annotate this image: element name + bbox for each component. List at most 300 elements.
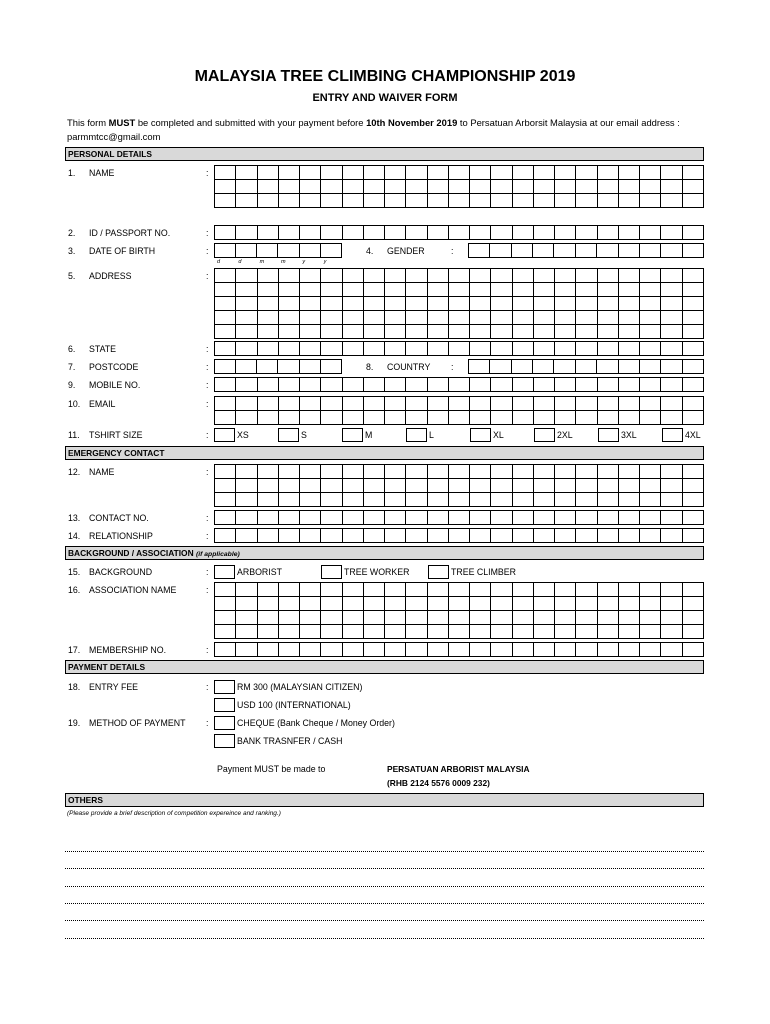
char-box[interactable] — [640, 479, 661, 493]
char-box[interactable] — [619, 397, 640, 411]
char-box[interactable] — [236, 244, 257, 258]
char-box[interactable] — [640, 529, 661, 543]
char-box[interactable] — [640, 411, 661, 425]
char-box[interactable] — [236, 283, 257, 297]
char-box[interactable] — [364, 269, 385, 283]
char-box[interactable] — [428, 465, 449, 479]
char-box[interactable] — [661, 269, 682, 283]
tshirt-size-checkbox[interactable] — [534, 428, 555, 442]
char-box[interactable] — [321, 342, 342, 356]
char-box[interactable] — [428, 643, 449, 657]
char-box[interactable] — [258, 166, 279, 180]
char-box[interactable] — [491, 597, 512, 611]
char-box[interactable] — [513, 283, 534, 297]
char-box[interactable] — [661, 325, 682, 339]
char-box[interactable] — [449, 611, 470, 625]
char-box[interactable] — [236, 465, 257, 479]
char-box[interactable] — [513, 194, 534, 208]
char-box[interactable] — [449, 297, 470, 311]
char-box[interactable] — [534, 529, 555, 543]
char-box[interactable] — [449, 597, 470, 611]
char-box[interactable] — [215, 583, 236, 597]
char-box[interactable] — [470, 283, 491, 297]
char-box[interactable] — [491, 611, 512, 625]
tshirt-size-checkbox[interactable] — [342, 428, 363, 442]
char-box[interactable] — [449, 511, 470, 525]
char-box[interactable] — [428, 297, 449, 311]
char-box[interactable] — [661, 625, 682, 639]
char-box[interactable] — [661, 479, 682, 493]
char-box[interactable] — [534, 297, 555, 311]
background-checkbox[interactable] — [428, 565, 449, 579]
char-box[interactable] — [470, 269, 491, 283]
char-box[interactable] — [258, 325, 279, 339]
char-box[interactable] — [215, 342, 236, 356]
char-box[interactable] — [598, 226, 619, 240]
char-box[interactable] — [321, 166, 342, 180]
char-box[interactable] — [406, 226, 427, 240]
char-box[interactable] — [683, 283, 704, 297]
char-box[interactable] — [279, 180, 300, 194]
char-box[interactable] — [406, 342, 427, 356]
char-box[interactable] — [683, 529, 704, 543]
char-box[interactable] — [321, 583, 342, 597]
char-box[interactable] — [683, 611, 704, 625]
char-box[interactable] — [385, 583, 406, 597]
char-box[interactable] — [343, 511, 364, 525]
char-box[interactable] — [533, 244, 554, 258]
char-box[interactable] — [640, 269, 661, 283]
char-box[interactable] — [555, 283, 576, 297]
char-box[interactable] — [534, 625, 555, 639]
char-box[interactable] — [619, 625, 640, 639]
char-box[interactable] — [258, 583, 279, 597]
char-box[interactable] — [640, 597, 661, 611]
char-box[interactable] — [640, 360, 661, 374]
char-box[interactable] — [683, 311, 704, 325]
char-box[interactable] — [619, 194, 640, 208]
char-box[interactable] — [576, 342, 597, 356]
char-box[interactable] — [343, 378, 364, 392]
char-box[interactable] — [640, 180, 661, 194]
dob-input-grid[interactable] — [214, 243, 342, 258]
char-box[interactable] — [534, 325, 555, 339]
char-box[interactable] — [491, 583, 512, 597]
char-box[interactable] — [576, 226, 597, 240]
char-box[interactable] — [598, 397, 619, 411]
char-box[interactable] — [470, 397, 491, 411]
char-box[interactable] — [598, 180, 619, 194]
char-box[interactable] — [491, 194, 512, 208]
char-box[interactable] — [215, 397, 236, 411]
char-box[interactable] — [428, 166, 449, 180]
char-box[interactable] — [279, 397, 300, 411]
name-input-grid[interactable] — [214, 165, 704, 208]
char-box[interactable] — [258, 611, 279, 625]
char-box[interactable] — [661, 360, 682, 374]
char-box[interactable] — [406, 643, 427, 657]
char-box[interactable] — [598, 283, 619, 297]
background-checkbox[interactable] — [214, 565, 235, 579]
char-box[interactable] — [428, 378, 449, 392]
char-box[interactable] — [406, 611, 427, 625]
char-box[interactable] — [555, 465, 576, 479]
char-box[interactable] — [278, 360, 299, 374]
char-box[interactable] — [364, 180, 385, 194]
char-box[interactable] — [512, 244, 533, 258]
char-box[interactable] — [300, 297, 321, 311]
char-box[interactable] — [300, 643, 321, 657]
char-box[interactable] — [215, 244, 236, 258]
char-box[interactable] — [406, 479, 427, 493]
payment-method-checkbox[interactable] — [214, 734, 235, 748]
char-box[interactable] — [343, 226, 364, 240]
char-box[interactable] — [300, 378, 321, 392]
char-box[interactable] — [449, 583, 470, 597]
others-write-line[interactable] — [65, 920, 704, 921]
char-box[interactable] — [215, 411, 236, 425]
char-box[interactable] — [215, 611, 236, 625]
char-box[interactable] — [683, 244, 704, 258]
char-box[interactable] — [555, 269, 576, 283]
char-box[interactable] — [364, 397, 385, 411]
char-box[interactable] — [321, 643, 342, 657]
char-box[interactable] — [491, 479, 512, 493]
char-box[interactable] — [321, 493, 342, 507]
char-box[interactable] — [258, 297, 279, 311]
char-box[interactable] — [470, 493, 491, 507]
char-box[interactable] — [364, 325, 385, 339]
char-box[interactable] — [661, 397, 682, 411]
char-box[interactable] — [385, 325, 406, 339]
char-box[interactable] — [215, 180, 236, 194]
char-box[interactable] — [364, 166, 385, 180]
char-box[interactable] — [683, 511, 704, 525]
char-box[interactable] — [683, 397, 704, 411]
char-box[interactable] — [598, 493, 619, 507]
char-box[interactable] — [385, 397, 406, 411]
char-box[interactable] — [470, 325, 491, 339]
char-box[interactable] — [470, 611, 491, 625]
char-box[interactable] — [258, 226, 279, 240]
char-box[interactable] — [300, 479, 321, 493]
char-box[interactable] — [279, 166, 300, 180]
char-box[interactable] — [215, 226, 236, 240]
entry-fee-checkbox[interactable] — [214, 698, 235, 712]
char-box[interactable] — [428, 311, 449, 325]
char-box[interactable] — [598, 511, 619, 525]
char-box[interactable] — [640, 397, 661, 411]
char-box[interactable] — [470, 194, 491, 208]
char-box[interactable] — [554, 244, 575, 258]
char-box[interactable] — [236, 597, 257, 611]
char-box[interactable] — [597, 360, 618, 374]
char-box[interactable] — [321, 325, 342, 339]
char-box[interactable] — [236, 226, 257, 240]
char-box[interactable] — [364, 378, 385, 392]
country-input-grid[interactable] — [468, 359, 704, 374]
char-box[interactable] — [491, 643, 512, 657]
char-box[interactable] — [555, 597, 576, 611]
char-box[interactable] — [236, 342, 257, 356]
char-box[interactable] — [406, 465, 427, 479]
char-box[interactable] — [321, 529, 342, 543]
char-box[interactable] — [449, 378, 470, 392]
char-box[interactable] — [279, 342, 300, 356]
char-box[interactable] — [683, 226, 704, 240]
char-box[interactable] — [343, 583, 364, 597]
char-box[interactable] — [385, 625, 406, 639]
char-box[interactable] — [428, 583, 449, 597]
char-box[interactable] — [406, 493, 427, 507]
char-box[interactable] — [534, 194, 555, 208]
char-box[interactable] — [236, 511, 257, 525]
char-box[interactable] — [279, 465, 300, 479]
membership-no-input-grid[interactable] — [214, 642, 704, 657]
char-box[interactable] — [300, 194, 321, 208]
char-box[interactable] — [236, 397, 257, 411]
char-box[interactable] — [428, 342, 449, 356]
char-box[interactable] — [258, 269, 279, 283]
char-box[interactable] — [491, 166, 512, 180]
char-box[interactable] — [555, 411, 576, 425]
char-box[interactable] — [364, 465, 385, 479]
char-box[interactable] — [321, 411, 342, 425]
char-box[interactable] — [321, 479, 342, 493]
char-box[interactable] — [534, 479, 555, 493]
char-box[interactable] — [321, 269, 342, 283]
char-box[interactable] — [406, 269, 427, 283]
char-box[interactable] — [661, 166, 682, 180]
char-box[interactable] — [321, 297, 342, 311]
char-box[interactable] — [683, 166, 704, 180]
state-input-grid[interactable] — [214, 341, 704, 356]
char-box[interactable] — [640, 643, 661, 657]
char-box[interactable] — [406, 625, 427, 639]
char-box[interactable] — [300, 465, 321, 479]
char-box[interactable] — [236, 311, 257, 325]
char-box[interactable] — [215, 479, 236, 493]
char-box[interactable] — [385, 511, 406, 525]
char-box[interactable] — [406, 411, 427, 425]
char-box[interactable] — [385, 226, 406, 240]
char-box[interactable] — [258, 411, 279, 425]
char-box[interactable] — [258, 378, 279, 392]
char-box[interactable] — [576, 378, 597, 392]
char-box[interactable] — [406, 180, 427, 194]
char-box[interactable] — [406, 583, 427, 597]
char-box[interactable] — [598, 166, 619, 180]
char-box[interactable] — [619, 166, 640, 180]
char-box[interactable] — [513, 493, 534, 507]
char-box[interactable] — [661, 180, 682, 194]
char-box[interactable] — [428, 511, 449, 525]
char-box[interactable] — [385, 611, 406, 625]
char-box[interactable] — [491, 269, 512, 283]
char-box[interactable] — [300, 311, 321, 325]
char-box[interactable] — [491, 397, 512, 411]
char-box[interactable] — [619, 479, 640, 493]
char-box[interactable] — [279, 493, 300, 507]
char-box[interactable] — [555, 166, 576, 180]
char-box[interactable] — [576, 244, 597, 258]
char-box[interactable] — [576, 360, 597, 374]
char-box[interactable] — [449, 269, 470, 283]
char-box[interactable] — [449, 397, 470, 411]
char-box[interactable] — [236, 194, 257, 208]
char-box[interactable] — [279, 297, 300, 311]
char-box[interactable] — [321, 194, 342, 208]
char-box[interactable] — [470, 342, 491, 356]
char-box[interactable] — [555, 493, 576, 507]
char-box[interactable] — [576, 180, 597, 194]
char-box[interactable] — [491, 283, 512, 297]
char-box[interactable] — [534, 269, 555, 283]
char-box[interactable] — [449, 643, 470, 657]
char-box[interactable] — [555, 583, 576, 597]
char-box[interactable] — [215, 643, 236, 657]
char-box[interactable] — [236, 180, 257, 194]
char-box[interactable] — [321, 378, 342, 392]
email-input-grid[interactable] — [214, 396, 704, 425]
id-passport-input-grid[interactable] — [214, 225, 704, 240]
char-box[interactable] — [364, 226, 385, 240]
char-box[interactable] — [321, 625, 342, 639]
char-box[interactable] — [513, 180, 534, 194]
char-box[interactable] — [279, 283, 300, 297]
char-box[interactable] — [385, 166, 406, 180]
char-box[interactable] — [661, 597, 682, 611]
char-box[interactable] — [428, 269, 449, 283]
char-box[interactable] — [300, 244, 321, 258]
char-box[interactable] — [449, 493, 470, 507]
char-box[interactable] — [534, 378, 555, 392]
char-box[interactable] — [513, 226, 534, 240]
emergency-name-input-grid[interactable] — [214, 464, 704, 507]
char-box[interactable] — [236, 611, 257, 625]
char-box[interactable] — [598, 378, 619, 392]
char-box[interactable] — [661, 311, 682, 325]
char-box[interactable] — [428, 226, 449, 240]
char-box[interactable] — [385, 311, 406, 325]
char-box[interactable] — [555, 226, 576, 240]
char-box[interactable] — [576, 597, 597, 611]
char-box[interactable] — [576, 611, 597, 625]
char-box[interactable] — [640, 611, 661, 625]
char-box[interactable] — [534, 511, 555, 525]
char-box[interactable] — [513, 411, 534, 425]
char-box[interactable] — [619, 411, 640, 425]
char-box[interactable] — [555, 194, 576, 208]
char-box[interactable] — [576, 479, 597, 493]
char-box[interactable] — [683, 378, 704, 392]
char-box[interactable] — [236, 493, 257, 507]
char-box[interactable] — [555, 297, 576, 311]
char-box[interactable] — [513, 583, 534, 597]
others-write-line[interactable] — [65, 938, 704, 939]
char-box[interactable] — [513, 297, 534, 311]
char-box[interactable] — [279, 311, 300, 325]
char-box[interactable] — [279, 411, 300, 425]
char-box[interactable] — [364, 597, 385, 611]
payment-method-checkbox[interactable] — [214, 716, 235, 730]
char-box[interactable] — [428, 597, 449, 611]
char-box[interactable] — [534, 283, 555, 297]
char-box[interactable] — [258, 479, 279, 493]
char-box[interactable] — [428, 529, 449, 543]
char-box[interactable] — [619, 325, 640, 339]
char-box[interactable] — [555, 378, 576, 392]
char-box[interactable] — [619, 311, 640, 325]
char-box[interactable] — [490, 360, 511, 374]
char-box[interactable] — [257, 360, 278, 374]
char-box[interactable] — [513, 643, 534, 657]
char-box[interactable] — [449, 194, 470, 208]
char-box[interactable] — [491, 529, 512, 543]
char-box[interactable] — [343, 311, 364, 325]
char-box[interactable] — [491, 378, 512, 392]
char-box[interactable] — [449, 529, 470, 543]
char-box[interactable] — [343, 297, 364, 311]
relationship-input-grid[interactable] — [214, 528, 704, 543]
char-box[interactable] — [576, 625, 597, 639]
char-box[interactable] — [236, 625, 257, 639]
char-box[interactable] — [640, 378, 661, 392]
char-box[interactable] — [258, 180, 279, 194]
char-box[interactable] — [300, 180, 321, 194]
char-box[interactable] — [598, 611, 619, 625]
char-box[interactable] — [215, 360, 236, 374]
char-box[interactable] — [236, 269, 257, 283]
char-box[interactable] — [300, 529, 321, 543]
char-box[interactable] — [449, 342, 470, 356]
char-box[interactable] — [215, 325, 236, 339]
char-box[interactable] — [449, 226, 470, 240]
char-box[interactable] — [576, 269, 597, 283]
char-box[interactable] — [300, 597, 321, 611]
char-box[interactable] — [513, 625, 534, 639]
char-box[interactable] — [321, 511, 342, 525]
char-box[interactable] — [491, 297, 512, 311]
char-box[interactable] — [491, 325, 512, 339]
char-box[interactable] — [619, 342, 640, 356]
char-box[interactable] — [300, 397, 321, 411]
char-box[interactable] — [258, 625, 279, 639]
background-checkbox[interactable] — [321, 565, 342, 579]
char-box[interactable] — [343, 397, 364, 411]
char-box[interactable] — [513, 611, 534, 625]
char-box[interactable] — [598, 597, 619, 611]
char-box[interactable] — [343, 342, 364, 356]
char-box[interactable] — [300, 611, 321, 625]
char-box[interactable] — [279, 194, 300, 208]
char-box[interactable] — [491, 465, 512, 479]
char-box[interactable] — [343, 166, 364, 180]
char-box[interactable] — [513, 166, 534, 180]
char-box[interactable] — [300, 411, 321, 425]
postcode-input-grid[interactable] — [214, 359, 342, 374]
char-box[interactable] — [619, 465, 640, 479]
char-box[interactable] — [576, 194, 597, 208]
char-box[interactable] — [215, 511, 236, 525]
char-box[interactable] — [385, 643, 406, 657]
char-box[interactable] — [576, 493, 597, 507]
char-box[interactable] — [321, 226, 342, 240]
char-box[interactable] — [683, 479, 704, 493]
char-box[interactable] — [619, 511, 640, 525]
char-box[interactable] — [364, 529, 385, 543]
others-write-line[interactable] — [65, 851, 704, 852]
